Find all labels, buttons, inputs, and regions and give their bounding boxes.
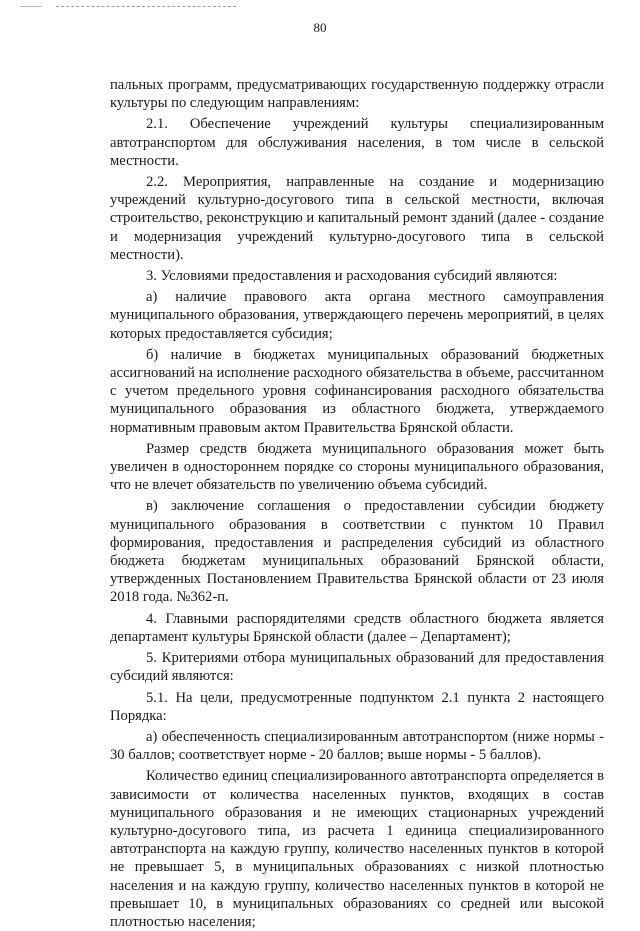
paragraph: 5.1. На цели, предусмотренные подпунктом 2.1 пункта 2 настоящего Порядка: <box>110 689 604 724</box>
paragraph: Количество единиц специализированного автотранспорта определяется в зависимости от количества населенных пунктов, входящих в состав муниципального образования и не имеющих стационарных учреждений культурно-досугового типа, из расчета 1 единица специализированного автотранспорта на каждую группу, количество населенных пунктов в которой не превышает 5, в муниципальных образованиях с низкой плотностью населения и на каждую группу, количество населенных пунктов в которой не превышает 10, в муниципальных образованиях со средней или высокой плотностью населения; <box>110 768 604 930</box>
paragraph: Размер средств бюджета муниципального образования может быть увеличен в одностороннем порядке со стороны муниципального образования, что не влечет обязательств по увеличению объема субсидий. <box>110 440 604 494</box>
paragraph: пальных программ, предусматривающих государственную поддержку отрасли культуры по следующим направлениям: <box>110 77 604 112</box>
paragraph: 3. Условиями предоставления и расходования субсидий являются: <box>146 268 558 285</box>
paragraph: 2.2. Мероприятия, направленные на создание и модернизацию учреждений культурно-досугового типа в сельской местности, включая строительство, реконструкцию и капитальный ремонт зданий (далее - создание и модернизация учреждений культурно-досугового типа в сельской местности). <box>110 174 604 263</box>
paragraph: 2.1. Обеспечение учреждений культуры специализированным автотранспортом для обслуживания населения, в том числе в сельской местности. <box>110 116 604 169</box>
paragraph: а) обеспеченность специализированным автотранспортом (ниже нормы - 30 баллов; соответствует норме - 20 баллов; выше нормы - 5 баллов). <box>110 728 604 764</box>
paragraph: б) наличие в бюджетах муниципальных образований бюджетных ассигнований на исполнение расходного обязательства в объеме, рассчитанном с учетом предельного уровня софинансирования расходного обязательства муниципального образования из областного бюджета, утверждаемого нормативным правовым актом Правительства Брянской области. <box>110 346 604 436</box>
paragraph: 5. Критериями отбора муниципальных образований для предоставления субсидий являются: <box>110 650 604 685</box>
paragraph: в) заключение соглашения о предоставлении субсидии бюджету муниципального образования в соответствии с пунктом 10 Правил формирования, предоставления и распределения субсидий из областного бюджета бюджетам муниципальных образований Брянской области, утвержденных Постановлением Правительства Брянской области от 23 июля 2018 года. №362-п. <box>110 498 604 606</box>
paragraph: 4. Главными распорядителями средств областного бюджета является департамент культуры Брянской области (далее – Департамент); <box>110 610 604 645</box>
paragraph: а) наличие правового акта органа местного самоуправления муниципального образования, утверждающего перечень мероприятий, в целях которых предоставляется субсидия; <box>110 289 604 342</box>
scan-artifact-line <box>20 6 42 7</box>
document-body <box>110 76 604 931</box>
page-number: 80 <box>313 20 327 35</box>
scan-artifact-dashes <box>56 6 236 7</box>
